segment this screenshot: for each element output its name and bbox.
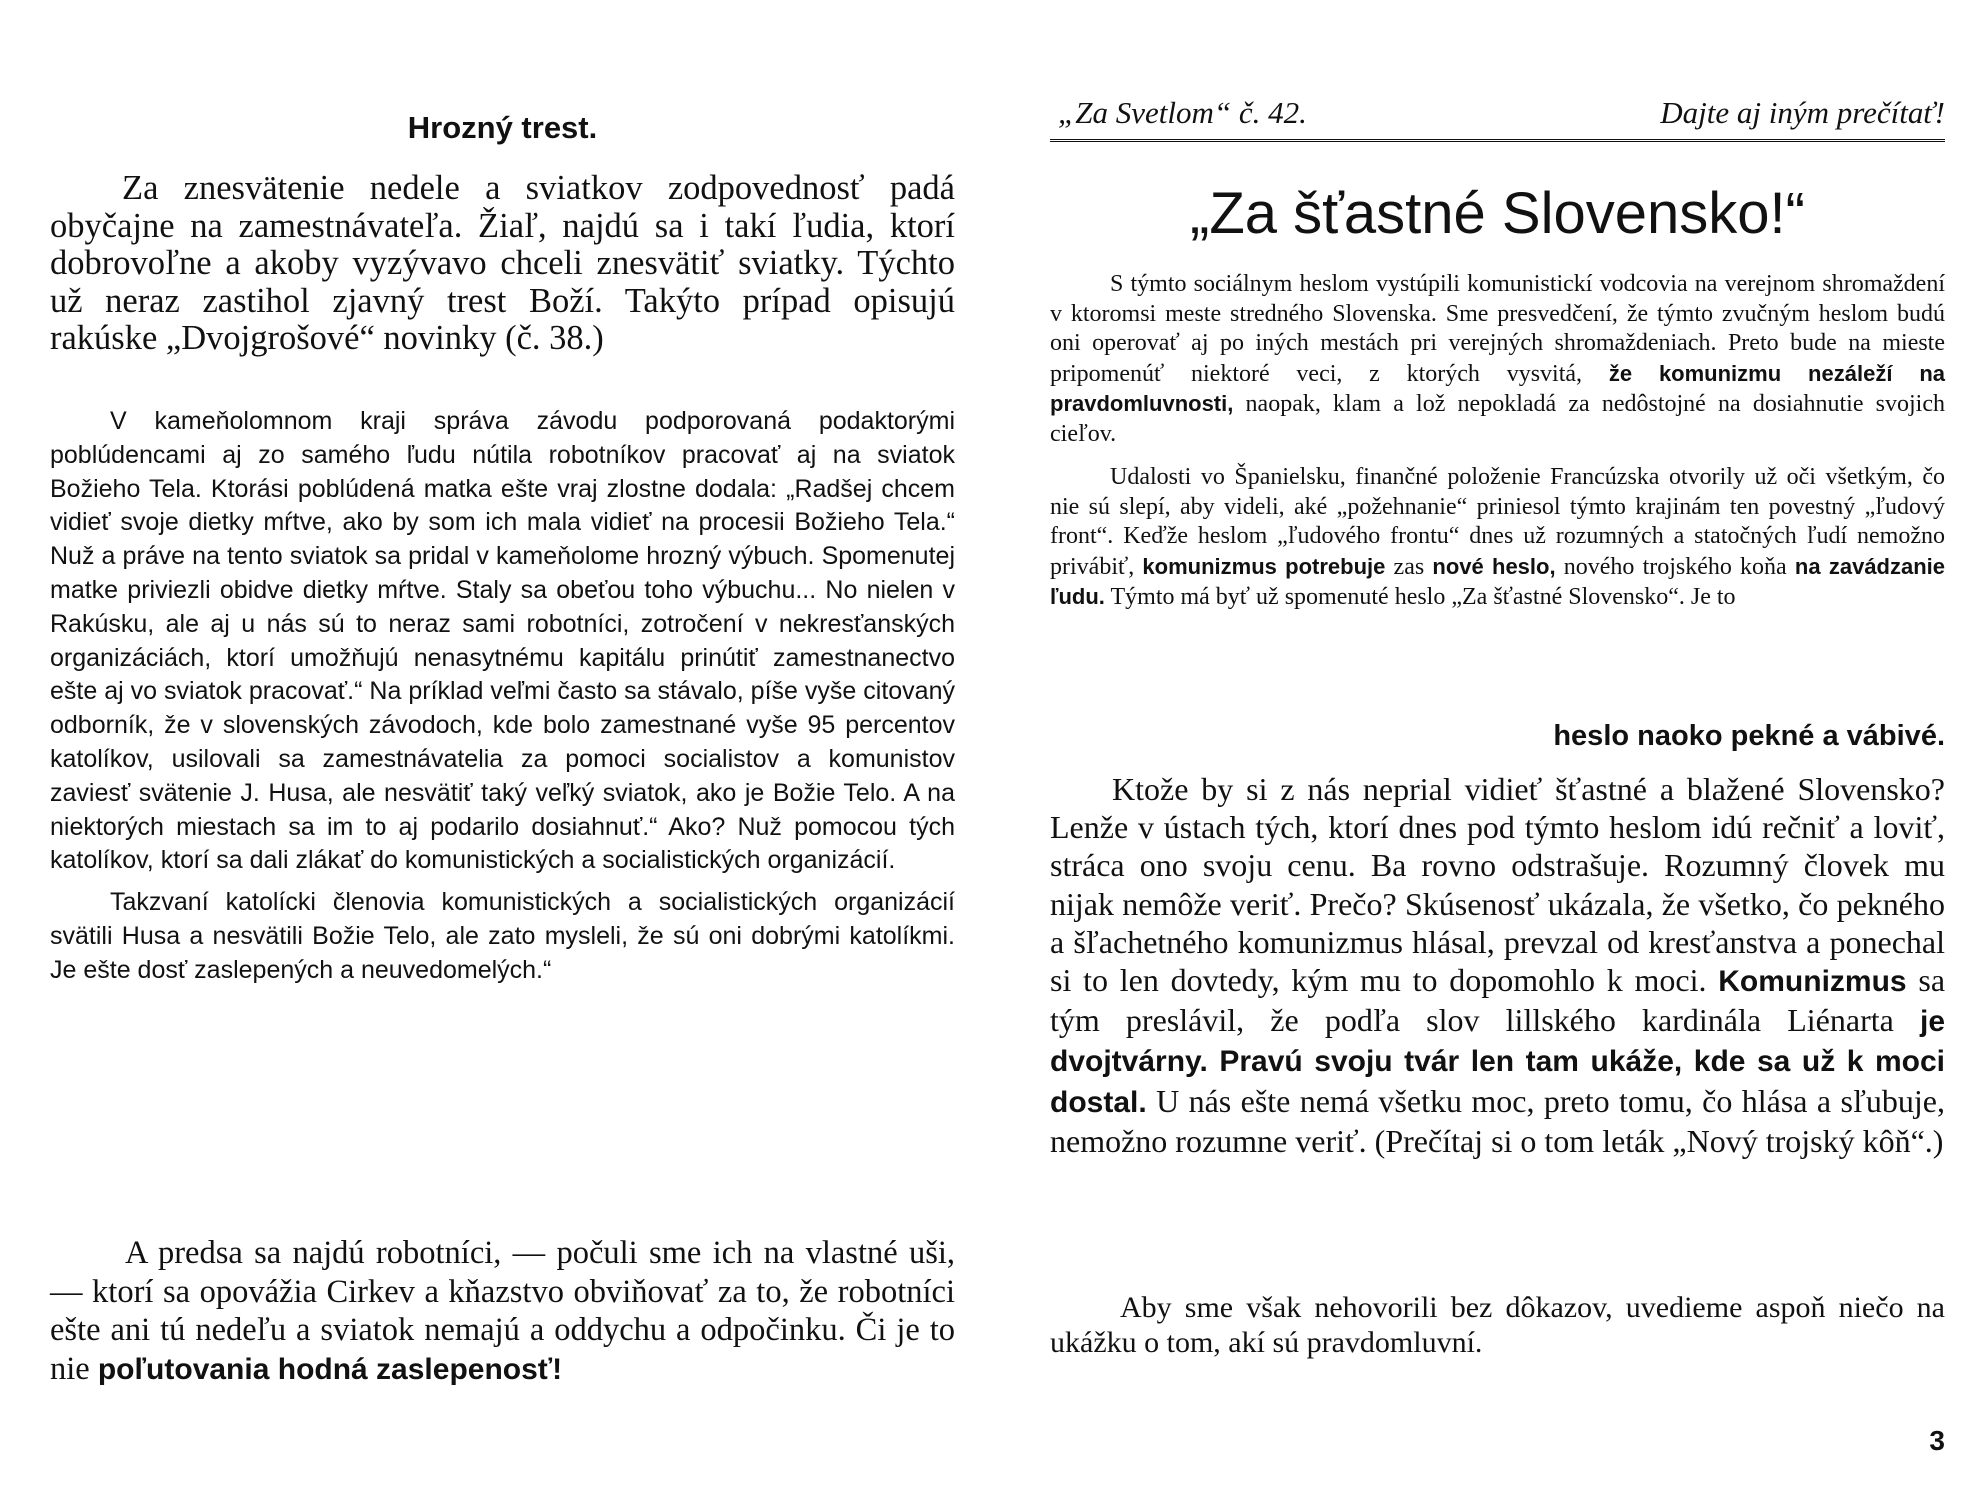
bold-run: že komunizmu nezáleží na pravdomluvnosti,: [1050, 360, 1945, 416]
text-run: sa tým preslávil, že podľa slov lillského kardinála Liénarta: [1050, 962, 1946, 1039]
text-run: zas: [1393, 553, 1425, 580]
article-title: „Za šťastné Slovensko!“: [1190, 181, 1805, 246]
publication-name: „Za Svetlom“ č. 42.: [1058, 95, 1307, 130]
article-title: Hrozný trest.: [407, 110, 598, 145]
body-paragraph: V kameňolomnom kraji správa závodu podporovaná podaktorými poblúdencami aj zo samého ľudu nútila robotníkov pracovať aj na sviatok Božieho Tela. Ktorási poblúdená matka ešte vraj zlostne dodala: „Radšej chcem vidieť svoje dietky mŕtve, ako by som ich mala vidieť na procesii Božieho Tela.“ Nuž a práve na tento sviatok sa pridal v kameňolome hrozný výbuch. Spomenutej matke priviezli obidve dietky mŕtve. Staly sa obeťou toho výbuchu... No nielen v Rakúsku, ale aj u nás sú to neraz sami robotníci, zotročení v nekresťanských organizáciách, ktorí umožňujú nenasytnému kapitálu prinútiť zamestnanectvo ešte aj vo sviatok pracovať.“ Na príklad veľmi často sa stávalo, píše vyše citovaný odborník, že v slovenských závodoch, kde bolo zamestnané vyše 95 percentov katolíkov, usilovali sa zamestnávatelia za pomoci socialistov a komunistov zaviesť svätenie J. Husa, ale nesvätiť taký veľký sviatok, ako je Božie Telo. A na niektorých miestach sa im to aj podarilo dosiahnuť.“ Ako? Nuž pomocou tých katolíkov, ktorí sa dali zlákať do komunistických a socialistických organizácií.: [50, 407, 955, 875]
closing-paragraph: Aby sme však nehovorili bez dôkazov, uvedieme aspoň niečo na ukážku o tom, akí sú pravdomluvní.: [1050, 1291, 1945, 1359]
text-run: Ktože by si z nás neprial vidieť šťastné a blažené Slovensko? Lenže v ústach tých, ktorí dnes pod týmto heslom idú rečniť a loviť, stráca ono svoju cenu. Ba rovno odstrašuje. Rozumný človek mu nijak nemôže veriť. Prečo? Skúsenosť ukázala, že všetko, čo pekného a šľachetného komunizmus hlásal, prevzal od kresťanstva a ponechal si to len dovtedy, kým mu to dopomohlo k moci.: [1050, 771, 1945, 999]
body-text: [1050, 270, 1945, 627]
text-run: Udalosti vo Španielsku, finančné položenie Francúzska otvorily už oči všetkým, čo nie sú slepí, aby videli, aké „požehnanie“ priniesol týmto krajinám ten povestný „ľudový front“. Keďže heslom „ľudového frontu“ dnes už rozumných a statočných ľudí nemožno privábiť,: [1050, 464, 1945, 580]
bold-run: Komunizmus: [1718, 965, 1907, 999]
closing-paragraph: [50, 1234, 955, 1389]
running-header: [1050, 95, 1945, 142]
text-run: U nás ešte nemá všetku moc, preto tomu, čo hlása a sľubuje, nemožno rozumne veriť. (Prečítaj si o tom leták „Nový trojský kôň“.): [1050, 1082, 1946, 1159]
subheading: heslo naoko pekné a vábivé.: [1553, 720, 1945, 752]
body-paragraph: [1050, 270, 1945, 449]
closing-text: A predsa sa najdú robotníci, — počuli sme ich na vlastné uši, — ktorí sa opovážia Cirkev a kňazstvo obviňovať za to, že robotníci ešte ani tú nedeľu a sviatok nemajú a oddychu a odpočinku. Či je to nie: [50, 1235, 955, 1387]
large-paragraph: [1050, 770, 1945, 1160]
body-paragraph: Takzvaní katolícki členovia komunistických a socialistických organizácií svätili Husa a nesvätili Božie Telo, ale zato mysleli, že sú oni dobrými katolíkmi. Je ešte dosť zaslepených a neuvedomelých.“: [50, 888, 955, 984]
header-motto: Dajte aj iným prečítať!: [1660, 95, 1945, 130]
bold-run: na zavádzanie ľudu.: [1050, 553, 1946, 609]
bold-run: je dvojtvárny. Pravú svoju tvár len tam ukáže, kde sa už k moci dostal.: [1050, 1005, 1946, 1119]
closing-bold: poľutovania hodná zaslepenosť!: [97, 1352, 563, 1386]
text-run: naopak, klam a lož nepokladá za nedôstojné na dosiahnutie svojich cieľov.: [1050, 391, 1945, 447]
page-number: 3: [1929, 1425, 1945, 1456]
intro-paragraph: Za znesvätenie nedele a sviatkov zodpovednosť padá obyčajne na zamestnávateľa. Žiaľ, najdú sa i takí ľudia, ktorí dobrovoľne a akoby vyzývavo chceli znesvätiť sviatky. Týchto už neraz zastihol zjavný trest Boží. Takýto prípad opisujú rakúske „Dvojgrošové“ novinky (č. 38.): [50, 169, 955, 357]
bold-run: nové heslo,: [1432, 553, 1556, 579]
bold-run: komunizmus potrebuje: [1142, 553, 1386, 579]
text-run: Týmto má byť už spomenuté heslo „Za šťastné Slovensko“. Je to: [1110, 584, 1736, 610]
text-run: S týmto sociálnym heslom vystúpili komunistickí vodcovia na verejnom shromaždení v ktoromsi meste stredného Slovenska. Sme presvedčení, že týmto zvučným heslom budú oni operovať aj po iných mestách pri verejných shromaždeniach. Preto bude na mieste pripomenúť niektoré veci, z ktorých vysvitá,: [1050, 271, 1945, 387]
body-paragraph: [1050, 770, 1945, 1160]
body-text: [50, 405, 955, 996]
text-run: nového trojského koňa: [1563, 553, 1787, 580]
body-paragraph: [1050, 463, 1945, 613]
